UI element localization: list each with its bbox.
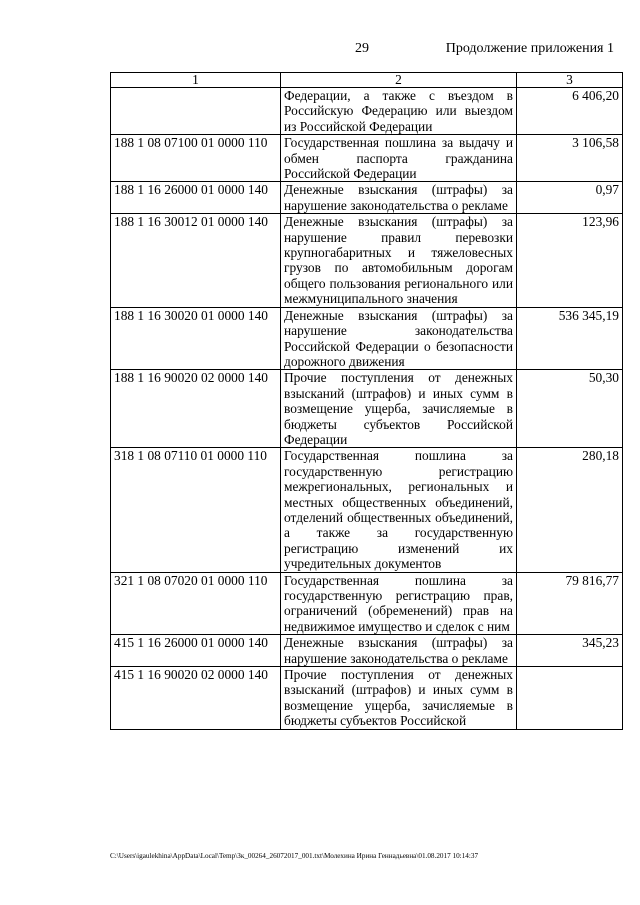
budget-code: 188 1 16 30012 01 0000 140 xyxy=(111,214,281,307)
revenue-description: Денежные взыскания (штрафы) за нарушение законодательства Российской Федерации о безопасности дорожного движения xyxy=(281,307,517,370)
table-row xyxy=(111,448,623,572)
revenue-description: Государственная пошлина за государственную регистрацию межрегиональных, региональных и местных общественных объединений, отделений общественных объединений, а также за государственную регистрацию изменений их учредительных документов xyxy=(281,448,517,572)
budget-code: 318 1 08 07110 01 0000 110 xyxy=(111,448,281,572)
table-row xyxy=(111,182,623,214)
budget-code: 415 1 16 90020 02 0000 140 xyxy=(111,667,281,730)
budget-code: 188 1 16 90020 02 0000 140 xyxy=(111,370,281,448)
table-header-row xyxy=(111,73,623,88)
column-header-description: 2 xyxy=(281,73,517,88)
table-row xyxy=(111,307,623,370)
file-path-footer: C:\Users\igaulekhina\AppData\Local\Temp\Зк_00264_26072017_001.txt\Молехина Ирина Геннадьевна\01.08.2017 10:14:37 xyxy=(110,852,479,860)
budget-code: 188 1 16 26000 01 0000 140 xyxy=(111,182,281,214)
budget-code: 188 1 08 07100 01 0000 110 xyxy=(111,135,281,182)
table-row xyxy=(111,667,623,730)
amount: 79 816,77 xyxy=(517,572,623,635)
revenue-description: Государственная пошлина за государственную регистрацию прав, ограничений (обременений) прав на недвижимое имущество и сделок с ним xyxy=(281,572,517,635)
amount xyxy=(517,667,623,730)
revenue-description: Денежные взыскания (штрафы) за нарушение правил перевозки крупногабаритных и тяжеловесных грузов по автомобильным дорогам общего пользования регионального или межмуниципального значения xyxy=(281,214,517,307)
budget-code: 321 1 08 07020 01 0000 110 xyxy=(111,572,281,635)
column-header-amount: 3 xyxy=(517,73,623,88)
page-number: 29 xyxy=(355,41,369,56)
amount: 6 406,20 xyxy=(517,88,623,135)
amount: 536 345,19 xyxy=(517,307,623,370)
budget-code xyxy=(111,88,281,135)
amount: 345,23 xyxy=(517,635,623,667)
table-row xyxy=(111,572,623,635)
revenue-description: Федерации, а также с въездом в Российскую Федерацию или выездом из Российской Федерации xyxy=(281,88,517,135)
amount: 123,96 xyxy=(517,214,623,307)
revenue-description: Прочие поступления от денежных взысканий (штрафов) и иных сумм в возмещение ущерба, зачисляемые в бюджеты субъектов Российской xyxy=(281,667,517,730)
budget-code: 188 1 16 30020 01 0000 140 xyxy=(111,307,281,370)
column-header-code: 1 xyxy=(111,73,281,88)
revenue-table xyxy=(110,72,623,730)
revenue-description: Государственная пошлина за выдачу и обмен паспорта гражданина Российской Федерации xyxy=(281,135,517,182)
amount: 3 106,58 xyxy=(517,135,623,182)
table-row xyxy=(111,370,623,448)
revenue-description: Денежные взыскания (штрафы) за нарушение законодательства о рекламе xyxy=(281,635,517,667)
table-row xyxy=(111,635,623,667)
amount: 50,30 xyxy=(517,370,623,448)
revenue-description: Денежные взыскания (штрафы) за нарушение законодательства о рекламе xyxy=(281,182,517,214)
table-row xyxy=(111,135,623,182)
amount: 280,18 xyxy=(517,448,623,572)
budget-code: 415 1 16 26000 01 0000 140 xyxy=(111,635,281,667)
continuation-heading: Продолжение приложения 1 xyxy=(445,41,614,56)
amount: 0,97 xyxy=(517,182,623,214)
revenue-description: Прочие поступления от денежных взысканий (штрафов) и иных сумм в возмещение ущерба, зачисляемые в бюджеты субъектов Российской Федерации xyxy=(281,370,517,448)
table-row xyxy=(111,214,623,307)
table-row xyxy=(111,88,623,135)
